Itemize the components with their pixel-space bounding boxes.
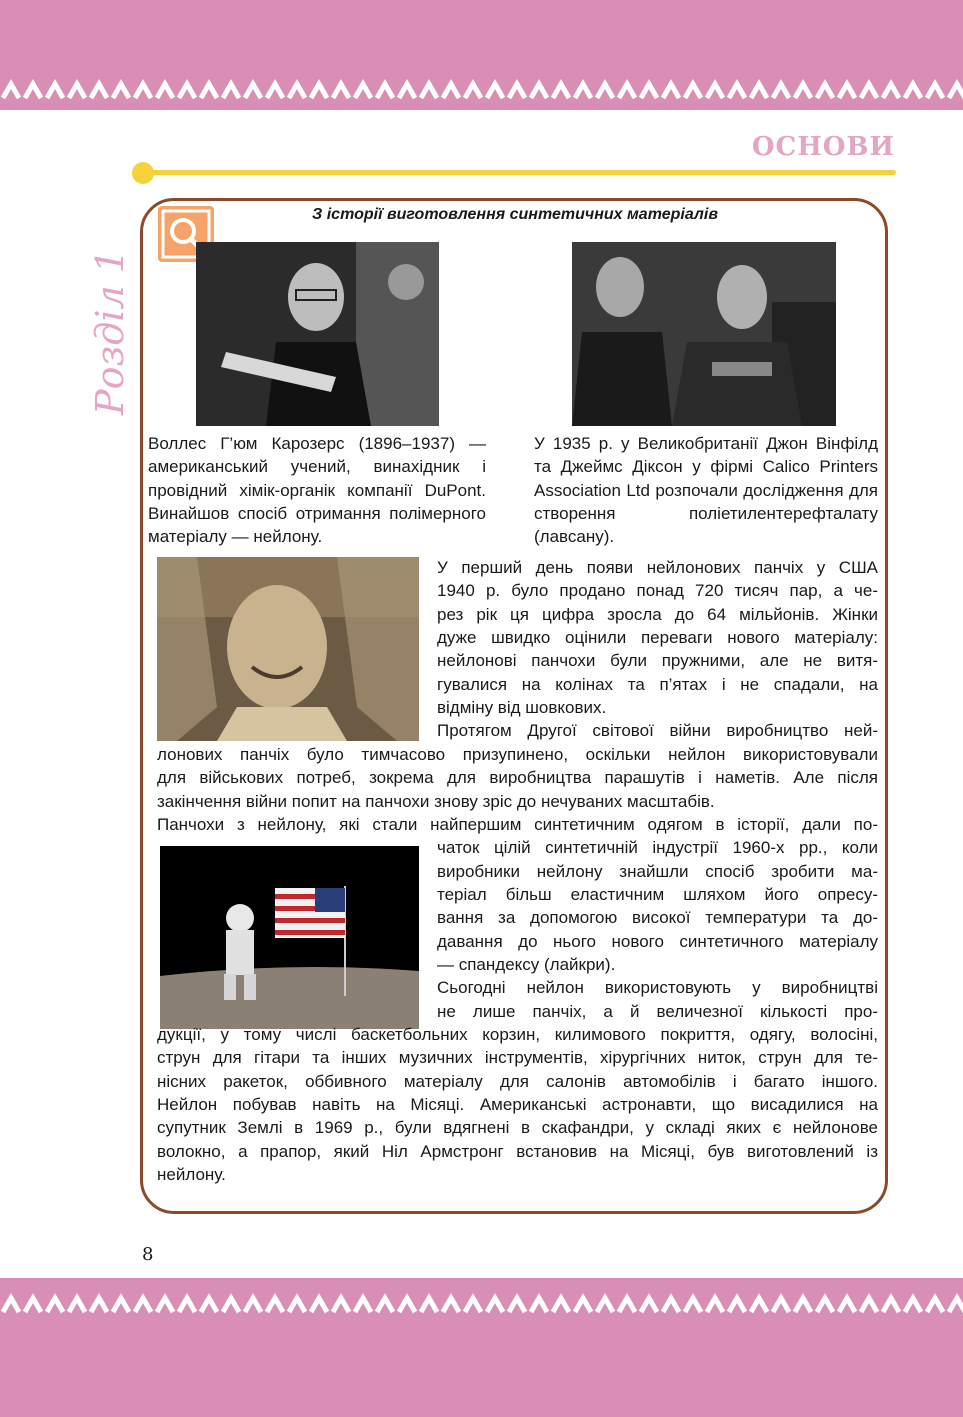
side-label bbox=[60, 249, 140, 415]
section-title: ОСНОВИ bbox=[751, 132, 895, 162]
box-title: З історії виготовлення синтетичних матеріалів bbox=[312, 206, 718, 223]
body-line: струн для гітари та інших музичних інструментів, хірургічних ниток, струн для те- bbox=[157, 1048, 878, 1068]
page-number: 8 bbox=[138, 1244, 157, 1265]
body-line: лонових панчіх було тимчасово призупинено, оскільки нейлон використовували bbox=[157, 744, 878, 764]
body-line: нейлону. bbox=[157, 1165, 226, 1185]
body-line: Протягом Другої світової війни виробництво ней- bbox=[437, 721, 878, 741]
body-line: гувалися на колінах та п’ятах і не спадали, на bbox=[437, 674, 878, 694]
body-line: нісних ракеток, оббивного матеріалу для салонів автомобілів і багато іншого. bbox=[157, 1071, 878, 1091]
bottom-decorative-band bbox=[0, 1258, 963, 1417]
body-line: волокно, а прапор, який Ніл Армстронг встановив на Місяці, був виготовлений із bbox=[157, 1141, 878, 1161]
chapter-label: Розділ 1 bbox=[88, 249, 132, 415]
body-line: Сьогодні нейлон використовують у виробництві bbox=[437, 978, 878, 998]
body-line: виробники нейлону знайшли спосіб зробити ма- bbox=[437, 861, 878, 881]
photo-winfield-dickson bbox=[572, 242, 836, 426]
body-line: для військових потреб, зокрема для виробництва парашутів і наметів. Але після bbox=[157, 768, 878, 788]
body-line: Панчохи з нейлону, які стали найпершим синтетичним одягом в історії, дали по- bbox=[157, 814, 878, 834]
top-decorative-band bbox=[0, 0, 963, 130]
body-line: не лише панчіх, а й величезної кількості про- bbox=[437, 1001, 878, 1021]
caption-winfield: У 1935 р. у Великобританії Джон Вінфілд та Джеймс Діксон у фірмі Calico Printers Association Ltd розпочали дослідження для створення поліетилентерефталату (лавсану). bbox=[534, 434, 878, 547]
body-line: чаток цілій синтетичній індустрії 1960-х рр., коли bbox=[437, 838, 878, 858]
body-line: давання до нього нового синтетичного матеріалу bbox=[437, 931, 878, 951]
caption-carothers: Воллес Г’юм Карозерс (1896–1937) — американський учений, винахідник і провідний хімік-органік компанії DuPont. Винайшов спосіб отримання полімерного матеріалу — нейлону. bbox=[148, 434, 486, 547]
body-line: Нейлон побував навіть на Місяці. Американські астронавти, що висадилися на bbox=[157, 1095, 878, 1115]
photo-nylon-stockings-woman bbox=[157, 557, 419, 741]
body-line: нейлонові панчохи були пружними, але не витя- bbox=[437, 651, 878, 671]
photo-moon-flag bbox=[160, 846, 419, 1029]
body-line: закінчення війни попит на панчохи знову зріс до нечуваних масштабів. bbox=[157, 791, 715, 811]
body-line: теріал більш еластичним шляхом його опресу- bbox=[437, 884, 878, 904]
body-line: рез рік ця цифра зросла до 64 мільйонів. Жінки bbox=[437, 604, 878, 624]
body-line: дуже швидко оцінили переваги нового матеріалу: bbox=[437, 628, 878, 648]
scallop-border bbox=[0, 104, 963, 130]
yellow-divider bbox=[140, 170, 896, 175]
body-line: 1940 р. було продано понад 720 тисяч пар, а че- bbox=[437, 581, 878, 601]
body-line: відміну від шовкових. bbox=[437, 698, 607, 718]
body-line: супутник Землі в 1969 р., були вдягнені в скафандри, у складі яких є нейлонове bbox=[157, 1118, 878, 1138]
chevron-pattern bbox=[0, 78, 963, 104]
body-line: — спандексу (лайкри). bbox=[437, 954, 616, 974]
body-line: вання за допомогою високої температури та до- bbox=[437, 908, 878, 928]
body-line: дукції, у тому числі баскетбольних корзин, килимового покриття, одягу, волосіні, bbox=[157, 1025, 878, 1044]
photo-carothers bbox=[196, 242, 439, 426]
chevron-pattern bbox=[0, 1292, 963, 1318]
body-line: У перший день появи нейлонових панчіх у США bbox=[437, 558, 878, 577]
